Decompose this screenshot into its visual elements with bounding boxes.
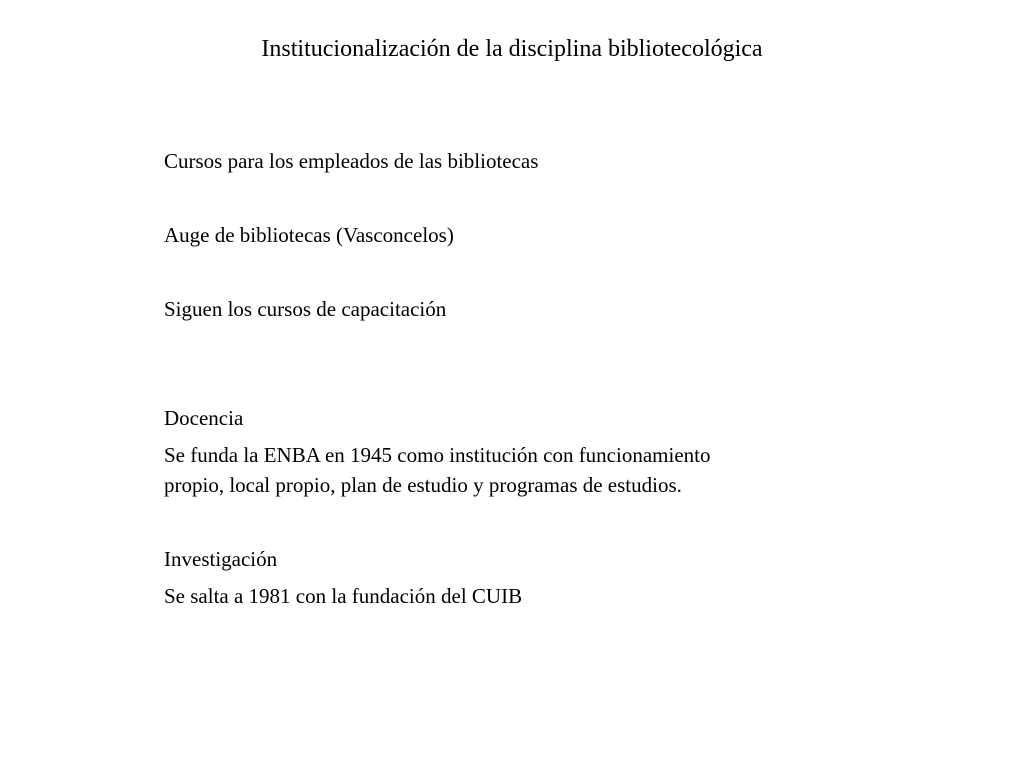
section-heading-investigacion: Investigación <box>164 547 278 571</box>
text-line-enba-2: propio, local propio, plan de estudio y programas de estudios. <box>164 473 682 497</box>
text-line-cuib: Se salta a 1981 con la fundación del CUIB <box>164 584 523 608</box>
text-line-enba-1: Se funda la ENBA en 1945 como institución con funcionamiento <box>164 443 711 467</box>
text-line-auge: Auge de bibliotecas (Vasconcelos) <box>164 223 454 247</box>
slide-title: Institucionalización de la disciplina bibliotecológica <box>261 36 763 62</box>
text-line-cursos: Cursos para los empleados de las bibliotecas <box>164 149 539 173</box>
text-line-siguen: Siguen los cursos de capacitación <box>164 297 447 321</box>
section-heading-docencia: Docencia <box>164 406 244 430</box>
